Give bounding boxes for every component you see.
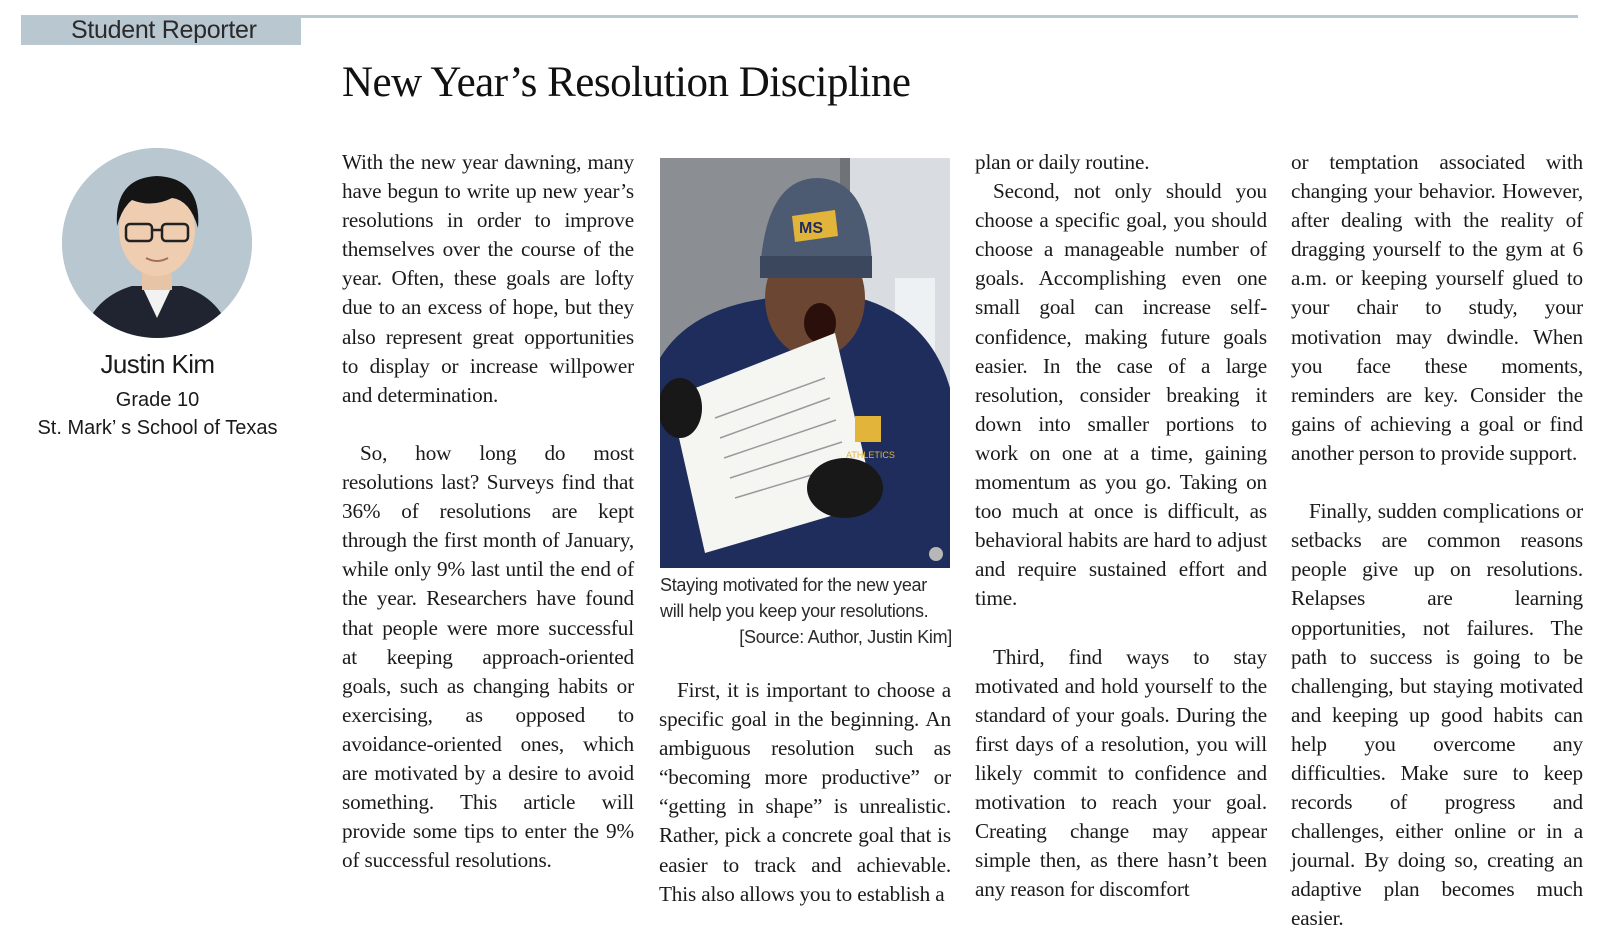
author-name: Justin Kim [100,349,215,379]
paragraph: or temptation associated with changing your behavior. However, after dealing with the reality of dragging yourself to the gym at 6 a.m. or keeping yourself glued to your chair to study, your motivation may dwindle. When you face these moments, reminders are key. Consider the gains of achieving a goal or find another person to provide support. [1291,150,1583,465]
body-column-4 [1291,148,1583,934]
author-school: St. Mark’ s School of Texas [37,417,278,439]
caption-line: will help you keep your resolutions. [660,601,929,621]
article-photo [660,158,950,568]
photo-caption [660,572,952,650]
paragraph: Finally, sudden complications or setbacks are common reasons people give up on resolutions. Relapses are learning opportunities, not failures. The path to success is going to be challenging, but staying motivated and keeping up good habits can help you overcome any difficulties. Make sure to keep records of progress and challenges, either online or in a journal. By doing so, creating an adaptive plan becomes much easier. [1291,499,1583,931]
paragraph: Third, find ways to stay motivated and hold yourself to the standard of your goals. During the first days of a resolution, you will likely commit to confidence and motivation to reach your goal. Creating change may appear simple then, as there hasn’t been any reason for discomfort [975,644,1267,902]
article-title: New Year’s Resolution Discipline [342,59,911,106]
paragraph: Second, not only should you choose a specific goal, you should choose a manageable number of goals. Accomplishing even one small goal can increase self-confidence, making future goals easier. In the case of a large resolution, consider breaking it down into smaller portions to work on one at a time, gaining momentum as you go. Taking on too much at once is difficult, as behavioral habits are hard to adjust and require sustained effort and time. [975,179,1267,611]
body-column-3 [975,148,1267,904]
photo-image [660,158,950,568]
jacket-logo-text: ATHLETICS [846,450,895,460]
section-label: Student Reporter [21,15,301,45]
body-column-1 [342,148,634,875]
caption-line: Staying motivated for the new year [660,575,927,595]
paragraph: So, how long do most resolutions last? Surveys find that 36% of resolutions are kept through the first month of January, while only 9% last until the end of the year. Researchers have found that people were more successful at keeping approach-oriented goals, such as changing habits or exercising, as opposed to avoidance-oriented ones, which are motivated by a desire to avoid something. This article will provide some tips to enter the 9% of successful resolutions. [342,440,634,873]
body-column-2 [659,676,951,909]
paragraph: First, it is important to choose a specific goal in the beginning. An ambiguous resolution such as “becoming more productive” or “getting in shape” is unrealistic. Rather, pick a concrete goal that is easier to track and achievable. This also allows you to establish a [659,678,951,906]
author-block [20,346,295,442]
paragraph: plan or daily routine. [975,150,1150,174]
paragraph: With the new year dawning, many have begun to write up new year’s resolutions in order to improve themselves over the course of the year. Often, these goals are lofty due to an excess of hope, but they also represent great opportunities to display or increase willpower and determination. [342,150,634,407]
photo-source: [Source: Author, Justin Kim] [739,627,952,647]
hat-logo-text: MS [799,220,823,237]
author-grade: Grade 10 [115,389,200,411]
author-avatar [62,148,252,338]
author-portrait-image [62,148,252,338]
top-rule [300,15,1578,18]
